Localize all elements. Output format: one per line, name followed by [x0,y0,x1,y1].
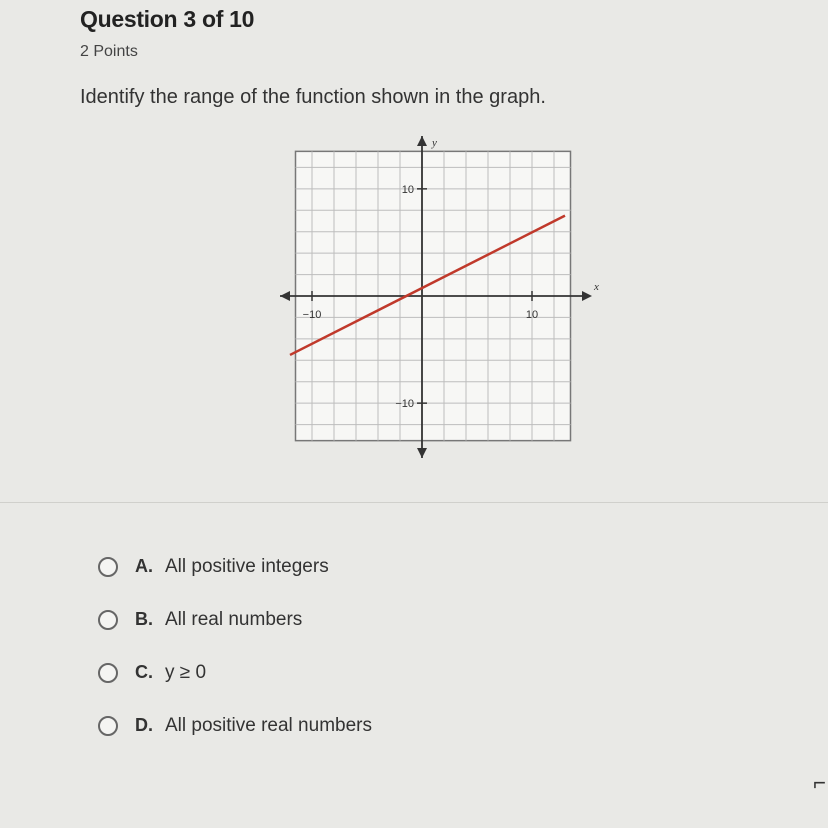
choice-text-a: All positive integers [165,555,329,577]
choice-letter-c: C. [135,662,153,682]
choice-letter-d: D. [135,715,153,735]
radio-a[interactable] [98,557,118,577]
choice-d[interactable] [98,699,372,752]
question-points: 2 Points [80,43,138,60]
y-axis-label: y [432,137,437,149]
choice-text-b: All real numbers [165,608,303,630]
y-tick-label: −10 [395,398,414,411]
choice-letter-b: B. [135,609,153,629]
choice-b[interactable] [98,593,372,646]
question-title: Question 3 of 10 [80,6,255,32]
question-header [80,6,254,61]
y-tick-label: 10 [401,183,414,196]
radio-c[interactable] [98,663,118,683]
choice-a[interactable] [98,540,372,593]
answer-choices [98,540,372,752]
choice-c[interactable] [98,646,372,699]
x-tick-label: 10 [525,309,539,321]
bracket-icon: ⌐ [813,770,826,795]
x-axis-left-arrow [280,291,290,301]
x-axis-label: x [594,281,599,293]
choice-text-d: All positive real numbers [165,714,372,736]
choice-text-c: y ≥ 0 [165,661,207,683]
y-axis-bottom-arrow [417,448,427,458]
radio-d[interactable] [98,716,118,736]
choice-letter-a: A. [135,556,153,576]
x-axis-right-arrow [582,291,592,301]
y-axis-top-arrow [417,136,427,146]
x-tick-label: −10 [302,309,322,321]
function-graph [276,132,606,462]
question-prompt: Identify the range of the function shown in the graph. [80,86,546,108]
divider [0,502,828,503]
radio-b[interactable] [98,610,118,630]
